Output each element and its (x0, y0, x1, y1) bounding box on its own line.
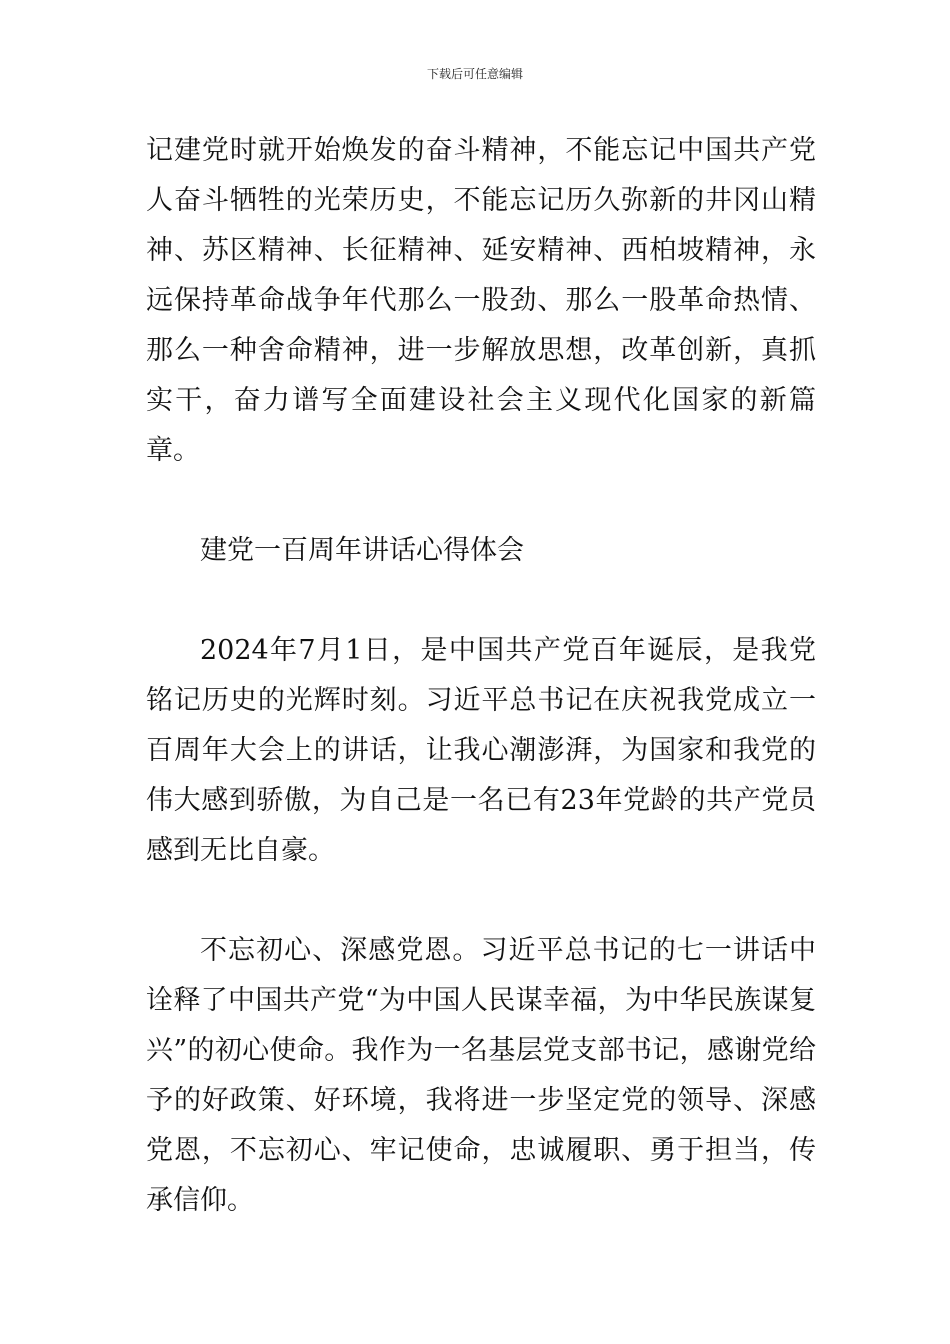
document-body (146, 126, 816, 1226)
paragraph-original-aspiration: 不忘初心、深感党恩。习近平总书记的七一讲话中诠释了中国共产党“为中国人民谋幸福，为中华民族谋复兴”的初心使命。我作为一名基层党支部书记，感谢党给予的好政策、好环境，我将进一步坚定党的领导、深感党恩，不忘初心、牢记使命，忠诚履职、勇于担当，传承信仰。 (146, 935, 816, 1216)
paragraph-anniversary: 2024年7月1日，是中国共产党百年诞辰，是我党铭记历史的光辉时刻。习近平总书记在庆祝我党成立一百周年大会上的讲话，让我心潮澎湃，为国家和我党的伟大感到骄傲，为自己是一名已有23年党龄的共产党员感到无比自豪。 (146, 635, 816, 866)
paragraph-gap (146, 476, 816, 526)
paragraph-gap (146, 876, 816, 926)
paragraph-continued: 记建党时就开始焕发的奋斗精神，不能忘记中国共产党人奋斗牺牲的光荣历史，不能忘记历久弥新的井冈山精神、苏区精神、长征精神、延安精神、西柏坡精神，永远保持革命战争年代那么一股劲、那么一股革命热情、那么一种舍命精神，进一步解放思想，改革创新，真抓实干，奋力谱写全面建设社会主义现代化国家的新篇章。 (146, 135, 816, 466)
section-title: 建党一百周年讲话心得体会 (200, 535, 524, 566)
paragraph-gap (146, 576, 816, 626)
page-header-note: 下载后可任意编辑 (426, 67, 523, 81)
